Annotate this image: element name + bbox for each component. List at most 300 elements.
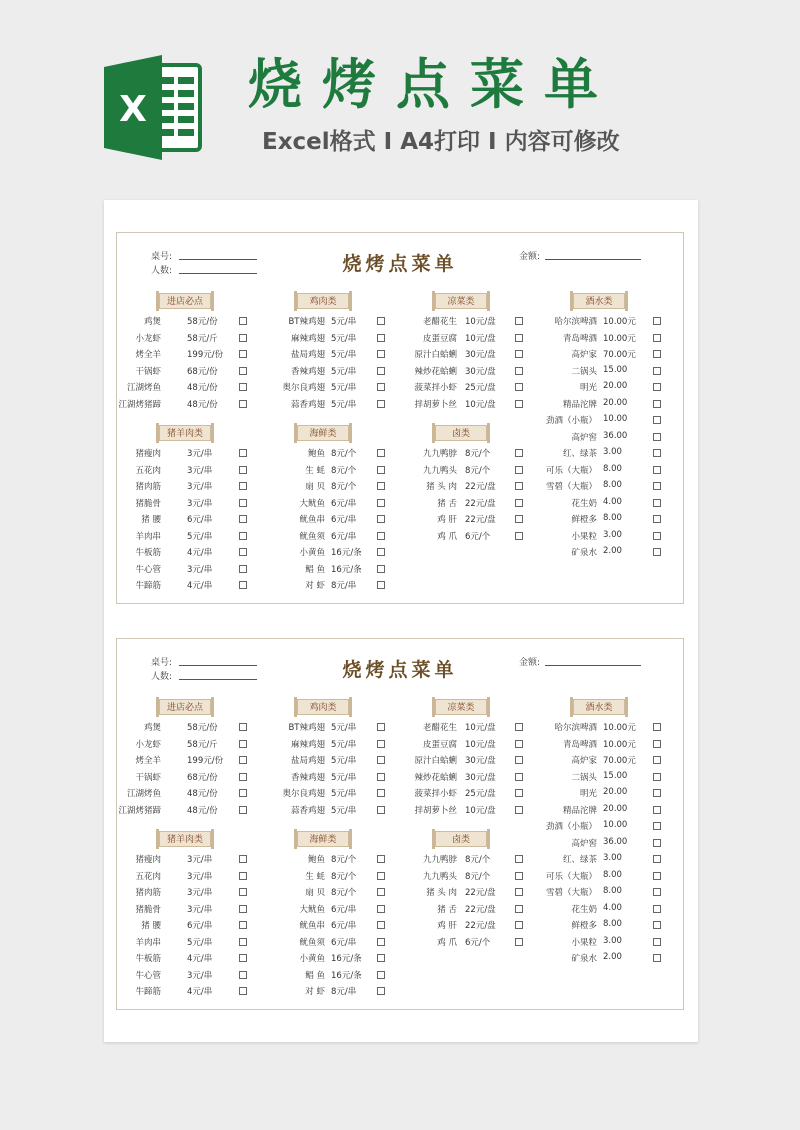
item-price: 16元/条 [331, 548, 362, 558]
item-price: 10元/盘 [465, 805, 496, 816]
item-price: 70.00元 [603, 350, 636, 360]
menu-item [117, 396, 683, 412]
item-price: 48元/份 [187, 789, 218, 799]
order-checkbox[interactable] [515, 499, 523, 507]
item-price: 10.00 [603, 414, 628, 424]
item-price: 4.00 [603, 496, 622, 507]
item-price: 30元/盘 [465, 350, 496, 360]
item-price: 3元/串 [187, 970, 213, 981]
item-price: 36.00 [603, 836, 628, 847]
item-price: 20.00 [603, 381, 628, 391]
category-tag: 进店必点 [159, 293, 211, 309]
menu-item [117, 769, 683, 785]
order-checkbox[interactable] [653, 400, 661, 408]
item-name: 小果粒 [571, 531, 597, 542]
item-name: 九九鸭头 [422, 871, 457, 882]
menu-item [117, 511, 683, 527]
item-price: 4元/串 [187, 581, 213, 591]
menu-item [117, 719, 683, 735]
order-checkbox[interactable] [653, 723, 661, 731]
order-checkbox[interactable] [377, 954, 385, 962]
menu-item [117, 363, 683, 379]
item-price: 5元/串 [187, 937, 213, 948]
order-checkbox[interactable] [653, 350, 661, 358]
item-name: 青岛啤酒 [562, 739, 597, 750]
item-price: 199元/份 [187, 756, 224, 766]
order-checkbox[interactable] [377, 987, 385, 995]
item-name: 五花肉 [135, 871, 161, 882]
order-checkbox[interactable] [515, 888, 523, 896]
item-name: 猪脆骨 [135, 904, 161, 915]
item-price: 48元/份 [187, 383, 218, 393]
item-price: 8.00 [603, 919, 622, 929]
item-price: 5元/串 [187, 531, 213, 542]
item-price: 10元/盘 [465, 333, 496, 344]
item-price: 5元/串 [331, 333, 357, 344]
item-name: 青岛啤酒 [562, 333, 597, 344]
order-checkbox[interactable] [653, 334, 661, 342]
item-name: 猪 头 肉 [426, 888, 457, 898]
item-price: 10.00元 [603, 723, 636, 733]
item-name: 盐局鸡翅 [290, 350, 325, 360]
table-number-label: 桌号: [151, 658, 173, 668]
category-tag: 猪羊肉类 [159, 425, 211, 441]
item-price: 10元/盘 [465, 317, 496, 327]
item-price: 58元/斤 [187, 333, 218, 344]
item-price: 5元/串 [331, 317, 357, 327]
item-name: 老醋花生 [422, 723, 457, 733]
item-name: 猪瘦肉 [135, 449, 161, 459]
item-name: 鸡 肝 [437, 921, 457, 931]
item-price: 10元/盘 [465, 399, 496, 410]
item-name: 鸡 爪 [437, 531, 457, 542]
item-name: 劲酒（小瓶） [545, 822, 597, 832]
item-price: 5元/串 [331, 805, 357, 816]
item-price: 3元/串 [187, 482, 213, 492]
item-name: 生 蚝 [305, 465, 325, 476]
item-price: 22元/盘 [465, 498, 496, 509]
item-price: 3元/串 [187, 855, 213, 865]
item-price: 3.00 [603, 447, 622, 457]
item-name: 对 虾 [305, 581, 325, 591]
item-name: 小龙虾 [135, 333, 161, 344]
item-price: 2.00 [603, 546, 622, 556]
item-name: 高炉家 [571, 350, 597, 360]
category-tag: 酒水类 [573, 293, 625, 309]
category-tag: 卤类 [435, 831, 487, 847]
item-price: 3元/串 [187, 498, 213, 509]
menu-item [117, 330, 683, 346]
item-name: BT辣鸡翅 [288, 317, 325, 327]
item-name: 拌胡萝卜丝 [414, 805, 457, 816]
item-price: 58元/份 [187, 723, 218, 733]
order-checkbox[interactable] [515, 482, 523, 490]
menu-item [117, 868, 683, 884]
item-name: 江湖烤猪蹄 [118, 805, 161, 816]
item-price: 20.00 [603, 787, 628, 797]
item-price: 3元/串 [187, 465, 213, 476]
menu-item [117, 851, 683, 867]
item-price: 15.00 [603, 364, 628, 375]
order-checkbox[interactable] [377, 581, 385, 589]
item-name: 猪 舌 [437, 904, 457, 915]
item-name: 鱿鱼须 [299, 531, 325, 542]
item-name: 皮蛋豆腐 [422, 739, 457, 750]
menu-item [117, 561, 683, 577]
item-name: 猪肉筋 [135, 482, 161, 492]
category-tag: 凉菜类 [435, 293, 487, 309]
item-price: 30元/盘 [465, 756, 496, 766]
item-name: 干锅虾 [135, 772, 161, 783]
item-name: 鱿鱼串 [299, 515, 325, 525]
item-price: 5元/串 [331, 366, 357, 377]
item-price: 48元/份 [187, 805, 218, 816]
item-price: 6元/串 [331, 515, 357, 525]
category-tag: 猪羊肉类 [159, 831, 211, 847]
item-name: 菠菜拌小虾 [414, 789, 457, 799]
item-price: 6元/串 [331, 921, 357, 931]
item-price: 30元/盘 [465, 772, 496, 783]
item-name: 可乐（大瓶） [545, 465, 597, 476]
menu-item [117, 313, 683, 329]
menu-item [117, 967, 683, 983]
item-price: 6元/串 [187, 921, 213, 931]
item-price: 6元/串 [331, 937, 357, 948]
menu-item [117, 901, 683, 917]
item-name: 鸡 肝 [437, 515, 457, 525]
item-price: 10元/盘 [465, 723, 496, 733]
people-count-label: 人数: [151, 266, 173, 276]
item-price: 5元/串 [331, 772, 357, 783]
order-checkbox[interactable] [377, 971, 385, 979]
order-checkbox[interactable] [653, 773, 661, 781]
item-price: 58元/份 [187, 317, 218, 327]
menu-item [117, 917, 683, 933]
item-name: 明光 [579, 789, 597, 799]
menu-item [117, 544, 683, 560]
item-price: 8元/个 [331, 888, 357, 898]
item-price: 8.00 [603, 480, 622, 490]
item-name: 辣炒花蛤蜊 [414, 366, 457, 377]
item-name: 花生奶 [571, 498, 597, 509]
item-name: 香辣鸡翅 [290, 772, 325, 783]
order-checkbox[interactable] [515, 905, 523, 913]
item-price: 6元/个 [465, 531, 491, 542]
item-price: 25元/盘 [465, 789, 496, 799]
page-title: 烧烤点菜单 [248, 53, 618, 116]
order-checkbox[interactable] [653, 416, 661, 424]
item-name: 鲜橙多 [571, 921, 597, 931]
item-name: 花生奶 [571, 904, 597, 915]
order-checkbox[interactable] [653, 822, 661, 830]
item-price: 6元/个 [465, 937, 491, 948]
item-price: 10.00元 [603, 333, 636, 344]
item-price: 10.00元 [603, 739, 636, 750]
order-checkbox[interactable] [653, 433, 661, 441]
svg-text:X: X [119, 89, 147, 130]
item-name: 牛心管 [135, 970, 161, 981]
category-tag: 海鲜类 [297, 425, 349, 441]
item-price: 6元/串 [331, 531, 357, 542]
item-price: 8.00 [603, 886, 622, 896]
item-price: 3元/串 [187, 449, 213, 459]
item-name: 矿泉水 [571, 954, 597, 964]
order-checkbox[interactable] [515, 466, 523, 474]
order-checkbox[interactable] [515, 855, 523, 863]
order-checkbox[interactable] [515, 449, 523, 457]
menu-item [117, 462, 683, 478]
a4-sheet [104, 200, 698, 1042]
item-name: 猪脆骨 [135, 498, 161, 509]
category-tag: 酒水类 [573, 699, 625, 715]
order-checkbox[interactable] [377, 548, 385, 556]
item-name: 鲳 鱼 [305, 564, 325, 575]
item-name: 鸡煲 [143, 317, 161, 327]
item-name: 牛心管 [135, 564, 161, 575]
item-name: 菠菜拌小虾 [414, 383, 457, 393]
item-name: 小果粒 [571, 937, 597, 948]
item-price: 68元/份 [187, 366, 218, 377]
item-price: 22元/盘 [465, 921, 496, 931]
menu-title: 烧烤点菜单 [342, 253, 458, 275]
order-checkbox[interactable] [515, 938, 523, 946]
item-price: 5元/串 [331, 789, 357, 799]
order-checkbox[interactable] [377, 565, 385, 573]
menu-item [117, 346, 683, 362]
item-price: 3.00 [603, 529, 622, 540]
item-name: 奥尔良鸡翅 [282, 789, 325, 799]
item-name: 二锅头 [571, 366, 597, 377]
item-name: 牛板筋 [135, 954, 161, 964]
item-name: 小黄鱼 [299, 954, 325, 964]
category-tag: 卤类 [435, 425, 487, 441]
item-name: 高炉家 [571, 756, 597, 766]
menu-card-1 [116, 232, 684, 604]
order-checkbox[interactable] [653, 756, 661, 764]
menu-item [117, 478, 683, 494]
item-price: 30元/盘 [465, 366, 496, 377]
item-price: 8元/串 [331, 581, 357, 591]
item-price: 20.00 [603, 803, 628, 814]
menu-item [117, 752, 683, 768]
item-name: 猪 腰 [141, 921, 161, 931]
item-name: 鱿鱼串 [299, 921, 325, 931]
item-price: 36.00 [603, 430, 628, 441]
item-name: 猪 头 肉 [426, 482, 457, 492]
item-name: 明光 [579, 383, 597, 393]
item-price: 6元/串 [187, 515, 213, 525]
item-price: 16元/条 [331, 564, 362, 575]
item-name: 原汁白蛤蜊 [414, 756, 457, 766]
item-name: 江湖烤鱼 [126, 383, 161, 393]
item-price: 16元/条 [331, 954, 362, 964]
order-checkbox[interactable] [653, 839, 661, 847]
item-price: 16元/条 [331, 970, 362, 981]
item-name: 小黄鱼 [299, 548, 325, 558]
item-price: 5元/串 [331, 383, 357, 393]
menu-item [117, 785, 683, 801]
item-price: 8.00 [603, 869, 622, 880]
item-price: 4元/串 [187, 987, 213, 997]
item-price: 5元/串 [331, 723, 357, 733]
amount-label: 金额: [519, 252, 541, 262]
item-name: 奥尔良鸡翅 [282, 383, 325, 393]
menu-item [117, 577, 683, 593]
item-price: 15.00 [603, 770, 628, 781]
item-price: 3元/串 [187, 564, 213, 575]
item-name: 九九鸭脖 [422, 449, 457, 459]
item-name: 干锅虾 [135, 366, 161, 377]
item-name: 老醋花生 [422, 317, 457, 327]
item-price: 6元/串 [331, 498, 357, 509]
order-checkbox[interactable] [653, 789, 661, 797]
item-name: 鸡煲 [143, 723, 161, 733]
item-name: 五花肉 [135, 465, 161, 476]
item-price: 3.00 [603, 935, 622, 946]
menu-item [117, 379, 683, 395]
amount-label: 金额: [519, 658, 541, 668]
item-name: 牛蹄筋 [135, 987, 161, 997]
item-name: 精品沱牌 [562, 399, 597, 410]
menu-item [117, 495, 683, 511]
item-name: 猪 舌 [437, 498, 457, 509]
excel-icon [104, 55, 204, 160]
item-name: 牛板筋 [135, 548, 161, 558]
order-checkbox[interactable] [515, 515, 523, 523]
item-name: 对 虾 [305, 987, 325, 997]
order-checkbox[interactable] [653, 740, 661, 748]
item-price: 8元/个 [465, 465, 491, 476]
page-header [0, 0, 800, 190]
amount-field[interactable] [545, 259, 641, 260]
item-name: 猪肉筋 [135, 888, 161, 898]
item-price: 3元/串 [187, 904, 213, 915]
item-price: 8元/个 [465, 449, 491, 459]
item-name: 蒜香鸡翅 [290, 399, 325, 410]
people-count-label: 人数: [151, 672, 173, 682]
item-price: 70.00元 [603, 756, 636, 766]
item-name: 江湖烤鱼 [126, 789, 161, 799]
item-price: 8元/个 [465, 871, 491, 882]
menu-item [117, 445, 683, 461]
table-number-label: 桌号: [151, 252, 173, 262]
item-name: 牛蹄筋 [135, 581, 161, 591]
item-price: 8元/个 [331, 449, 357, 459]
category-tag: 鸡肉类 [297, 293, 349, 309]
order-checkbox[interactable] [653, 806, 661, 814]
item-price: 5元/串 [331, 399, 357, 410]
item-price: 10.00元 [603, 317, 636, 327]
item-price: 20.00 [603, 397, 628, 408]
item-price: 22元/盘 [465, 904, 496, 915]
item-price: 4元/串 [187, 548, 213, 558]
page-subtitle: Excel格式 I A4打印 I 内容可修改 [262, 129, 620, 155]
menu-item [117, 950, 683, 966]
item-name: 麻辣鸡翅 [290, 739, 325, 750]
item-price: 4.00 [603, 902, 622, 913]
table-number-field[interactable] [179, 665, 257, 666]
order-checkbox[interactable] [653, 317, 661, 325]
item-price: 5元/串 [331, 756, 357, 766]
item-name: 九九鸭脖 [422, 855, 457, 865]
item-name: 香辣鸡翅 [290, 366, 325, 377]
category-tag: 鸡肉类 [297, 699, 349, 715]
item-name: 哈尔滨啤酒 [554, 723, 597, 733]
item-price: 199元/份 [187, 350, 224, 360]
item-price: 8.00 [603, 513, 622, 523]
item-name: BT辣鸡翅 [288, 723, 325, 733]
item-name: 精品沱牌 [562, 805, 597, 816]
item-price: 10元/盘 [465, 739, 496, 750]
category-tag: 海鲜类 [297, 831, 349, 847]
item-name: 矿泉水 [571, 548, 597, 558]
category-tag: 凉菜类 [435, 699, 487, 715]
item-name: 雪碧（大瓶） [545, 482, 597, 492]
item-price: 5元/串 [331, 350, 357, 360]
people-count-field[interactable] [179, 273, 257, 274]
item-price: 58元/斤 [187, 739, 218, 750]
item-price: 68元/份 [187, 772, 218, 783]
order-checkbox[interactable] [653, 367, 661, 375]
table-number-field[interactable] [179, 259, 257, 260]
item-name: 鲍鱼 [307, 449, 325, 459]
item-name: 盐局鸡翅 [290, 756, 325, 766]
item-name: 鱿鱼须 [299, 937, 325, 948]
menu-item [117, 934, 683, 950]
item-price: 22元/盘 [465, 515, 496, 525]
item-name: 二锅头 [571, 772, 597, 783]
item-name: 江湖烤猪蹄 [118, 399, 161, 410]
order-checkbox[interactable] [515, 532, 523, 540]
item-price: 8元/串 [331, 987, 357, 997]
item-price: 8元/个 [331, 482, 357, 492]
item-price: 4元/串 [187, 954, 213, 964]
item-name: 鲳 鱼 [305, 970, 325, 981]
item-name: 烤全羊 [135, 350, 161, 360]
item-name: 猪 腰 [141, 515, 161, 525]
menu-card-2 [116, 638, 684, 1010]
item-name: 小龙虾 [135, 739, 161, 750]
order-checkbox[interactable] [515, 921, 523, 929]
item-name: 雪碧（大瓶） [545, 888, 597, 898]
item-name: 大鱿鱼 [299, 904, 325, 915]
item-name: 扇 贝 [305, 888, 325, 898]
item-name: 红、绿茶 [562, 855, 597, 865]
item-name: 皮蛋豆腐 [422, 333, 457, 344]
menu-title: 烧烤点菜单 [342, 659, 458, 681]
item-name: 鲜橙多 [571, 515, 597, 525]
people-count-field[interactable] [179, 679, 257, 680]
order-checkbox[interactable] [653, 383, 661, 391]
amount-field[interactable] [545, 665, 641, 666]
item-price: 2.00 [603, 952, 622, 962]
category-tag: 进店必点 [159, 699, 211, 715]
item-name: 羊肉串 [135, 531, 161, 542]
item-price: 8元/个 [331, 465, 357, 476]
item-price: 6元/串 [331, 904, 357, 915]
item-name: 猪瘦肉 [135, 855, 161, 865]
item-price: 25元/盘 [465, 383, 496, 393]
item-name: 麻辣鸡翅 [290, 333, 325, 344]
item-name: 可乐（大瓶） [545, 871, 597, 882]
order-checkbox[interactable] [515, 872, 523, 880]
item-name: 九九鸭头 [422, 465, 457, 476]
item-name: 拌胡萝卜丝 [414, 399, 457, 410]
menu-item [117, 736, 683, 752]
item-name: 羊肉串 [135, 937, 161, 948]
item-name: 鸡 爪 [437, 937, 457, 948]
item-name: 烤全羊 [135, 756, 161, 766]
